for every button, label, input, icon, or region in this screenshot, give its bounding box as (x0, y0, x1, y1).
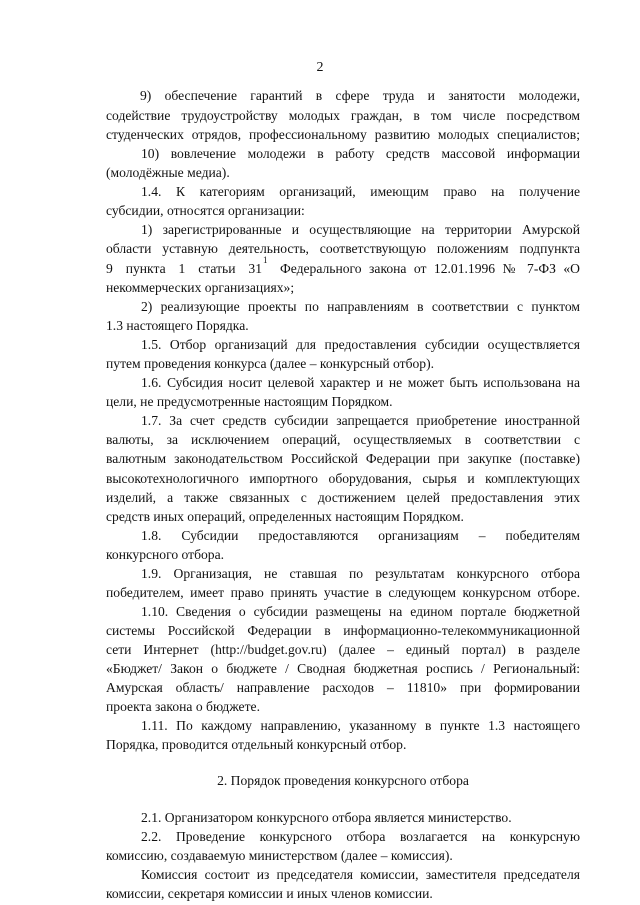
text-line: Комиссия состоит из председателя комиссии, заместителя председателя (141, 867, 580, 882)
text-line: комиссию, создаваемую министерством (далее – комиссия). (106, 848, 453, 863)
section-heading: 2. Порядок проведения конкурсного отбора (217, 773, 469, 788)
text-line: 1.8. Субсидии предоставляются организациям – победителям (141, 528, 580, 543)
text-line: победителем, имеет право принять участие в следующем конкурсном отборе. (106, 585, 580, 600)
text-line: 10) вовлечение молодежи в работу средств массовой информации (141, 146, 580, 161)
text-line: высокотехнологичного импортного оборудования, сырья и комплектующих (106, 471, 580, 486)
text-line: некоммерческих организациях»; (106, 280, 295, 295)
text-line: содействие трудоустройству молодых граждан, в том числе посредством (106, 108, 580, 123)
text-line: Порядка, проводится отдельный конкурсный отбор. (106, 737, 407, 752)
article-ref: 9 пункта 1 статьи 31 (106, 261, 262, 276)
text-line: системы Российской Федерации в информационно-телекоммуникационной (106, 623, 580, 638)
text-line: путем проведения конкурса (далее – конкурсный отбор). (106, 356, 435, 371)
page-number: 2 (316, 60, 324, 75)
text-line: 1.3 настоящего Порядка. (106, 318, 249, 333)
text-line: 1.10. Сведения о субсидии размещены на едином портале бюджетной (141, 604, 580, 619)
text-line: области уставную деятельность, соответствующую положениям подпункта (106, 241, 580, 256)
text-line: субсидии, относятся организации: (106, 203, 305, 218)
text-line: проекта закона о бюджете. (106, 699, 260, 714)
text-line: валютным законодательством Российской Федерации при закупке (поставке) (106, 451, 580, 466)
text-line-with-superscript: 9 пункта 1 статьи 31 1 Федерального закона от 12.01.1996 № 7-ФЗ «О (106, 259, 580, 279)
text-line: сети Интернет (http://budget.gov.ru) (далее – единый портал) в разделе (106, 642, 580, 657)
text-line: изделий, а также связанных с достижением целей предоставления этих (106, 490, 580, 505)
text-line: комиссии, секретаря комиссии и иных членов комиссии. (106, 886, 433, 901)
text-line: студенческих отрядов, профессиональному развитию молодых специалистов; (106, 127, 580, 142)
text-line: валюты, за исключением операций, осуществляемых в соответствии с (106, 432, 580, 447)
text-line: цели, не предусмотренные настоящим Порядком. (106, 394, 393, 409)
text-line: 1.11. По каждому направлению, указанному в пункте 1.3 настоящего (141, 718, 580, 733)
text-line: 2.2. Проведение конкурсного отбора возлагается на конкурсную (141, 829, 580, 844)
text-line: 9) обеспечение гарантий в сфере труда и занятости молодежи, (140, 88, 580, 103)
text-line: 1.7. За счет средств субсидии запрещается приобретение иностранной (141, 413, 580, 428)
text-line: 1) зарегистрированные и осуществляющие на территории Амурской (141, 222, 580, 237)
text-line: 2.1. Организатором конкурсного отбора является министерство. (141, 810, 512, 825)
text-line: 2) реализующие проекты по направлениям в соответствии с пунктом (141, 299, 580, 314)
text-line: Амурская область/ направление расходов – 11810» при формировании (106, 680, 580, 695)
text-line: 1.4. К категориям организаций, имеющим право на получение (141, 184, 580, 199)
text-line: 1.5. Отбор организаций для предоставления субсидии осуществляется (141, 337, 580, 352)
text-line: конкурсного отбора. (106, 547, 225, 562)
law-ref: Федерального закона от 12.01.1996 № 7-ФЗ «О (280, 261, 580, 276)
text-line: 1.6. Субсидия носит целевой характер и не может быть использована на (141, 375, 580, 390)
text-line: 1.9. Организация, не ставшая по результатам конкурсного отбора (141, 566, 580, 581)
text-line: средств иных операций, определенных настоящим Порядком. (106, 509, 464, 524)
text-line: (молодёжные медиа). (106, 165, 230, 180)
text-line: «Бюджет/ Закон о бюджете / Сводная бюджетная роспись / Региональный: (106, 661, 580, 676)
